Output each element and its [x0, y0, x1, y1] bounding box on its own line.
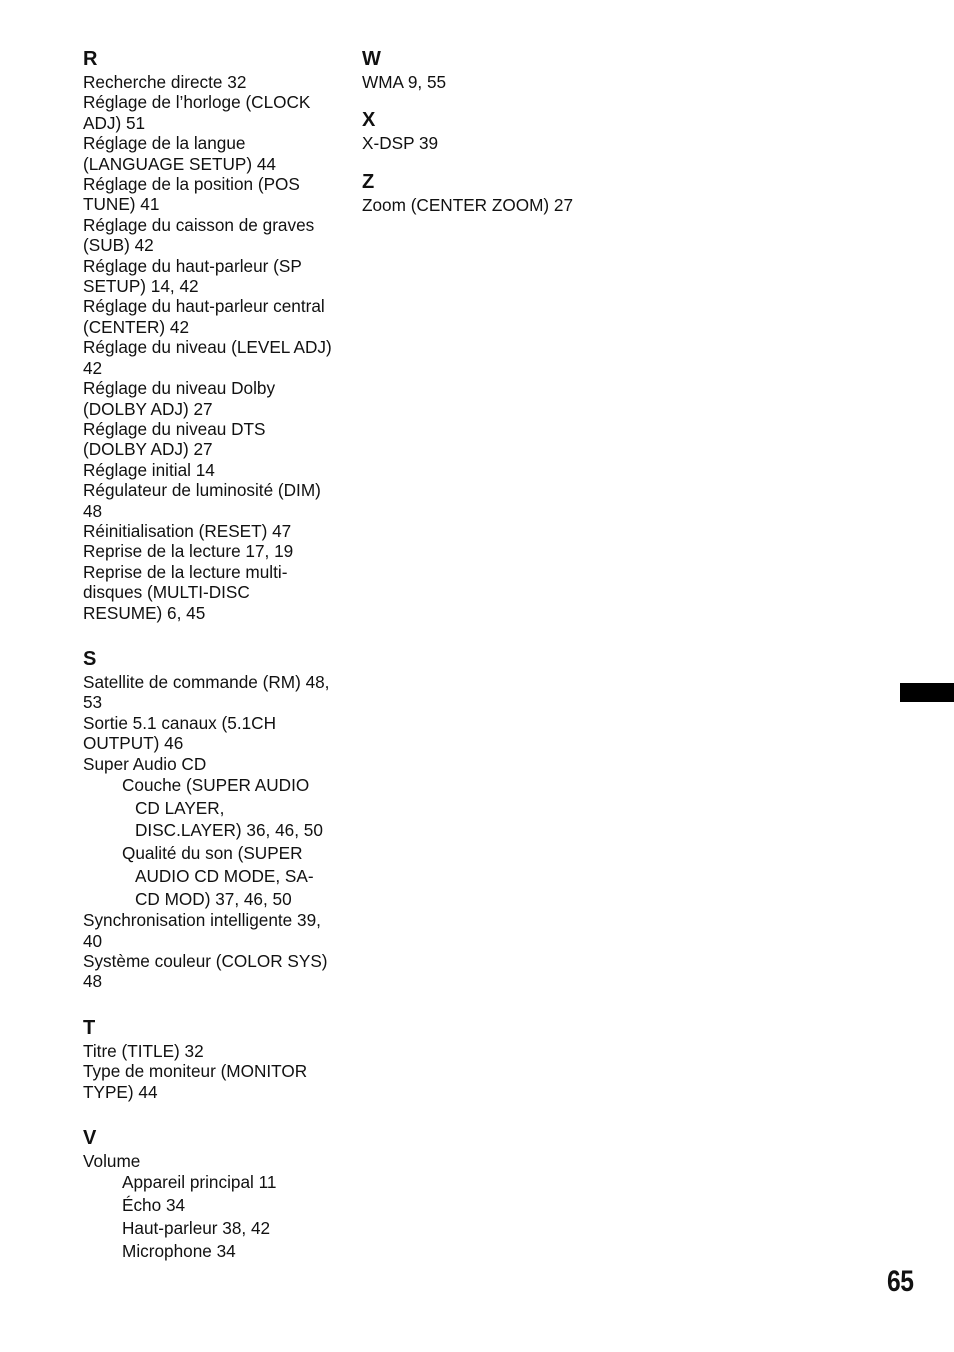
index-entry: Sortie 5.1 canaux (5.1CH OUTPUT) 46 — [83, 712, 276, 754]
index-subentry: Appareil principal 11 — [122, 1172, 277, 1193]
index-entry: Reprise de la lecture multi-disques (MULTI-DISC RESUME) 6, 45 — [83, 561, 288, 623]
section-letter: Z — [362, 170, 375, 193]
index-subentry: Couche (SUPER AUDIO CD LAYER, DISC.LAYER) 36, 46, 50 — [122, 775, 323, 841]
index-entry: Régulateur de luminosité (DIM) 48 — [83, 480, 321, 521]
section-letter: S — [83, 647, 97, 670]
index-entry: Réglage de la langue (LANGUAGE SETUP) 44 — [83, 133, 276, 174]
index-section-r — [83, 44, 333, 623]
section-letter: W — [362, 48, 381, 70]
index-subentry: Qualité du son (SUPER AUDIO CD MODE, SA-CD MOD) 37, 46, 50 — [122, 843, 314, 909]
section-letter: R — [83, 48, 98, 70]
index-entry: Réglage initial 14 — [83, 459, 215, 480]
index-entry: X-DSP 39 — [362, 133, 439, 154]
index-entry: Satellite de commande (RM) 48, 53 — [83, 671, 330, 713]
chapter-tab-marker — [900, 683, 954, 702]
index-entry: Recherche directe 32 — [83, 72, 247, 92]
index-entry: WMA 9, 55 — [362, 72, 447, 92]
index-entry: Réglage de la position (POS TUNE) 41 — [83, 174, 300, 215]
index-entry: Réglage du niveau (LEVEL ADJ) 42 — [83, 337, 332, 378]
section-letter: X — [362, 109, 376, 132]
index-entry: Réglage du caisson de graves (SUB) 42 — [83, 214, 315, 256]
index-subentry: Haut-parleur 38, 42 — [122, 1217, 271, 1238]
index-entry: Zoom (CENTER ZOOM) 27 — [362, 194, 574, 215]
index-entry: Réglage de l’horloge (CLOCK ADJ) 51 — [83, 92, 311, 133]
index-entry: Réglage du haut-parleur central (CENTER) 42 — [83, 296, 325, 337]
index-column-right — [362, 44, 622, 228]
index-column-left — [83, 44, 333, 1283]
index-entry: Système couleur (COLOR SYS) 48 — [83, 951, 328, 992]
index-entry: Réglage du niveau Dolby (DOLBY ADJ) 27 — [83, 378, 276, 419]
index-section-t — [83, 1013, 333, 1102]
index-section-w — [362, 44, 622, 92]
index-subentry: Microphone 34 — [122, 1240, 236, 1261]
index-section-x — [362, 105, 622, 153]
index-entry: Réglage du haut-parleur (SP SETUP) 14, 42 — [83, 255, 302, 297]
index-entry: Volume — [83, 1151, 141, 1172]
section-letter: V — [83, 1127, 97, 1150]
index-entry: Titre (TITLE) 32 — [83, 1040, 204, 1061]
index-section-z — [362, 167, 622, 215]
index-subentry: Écho 34 — [122, 1195, 186, 1216]
index-entry: Réglage du niveau DTS (DOLBY ADJ) 27 — [83, 418, 266, 460]
index-section-v — [83, 1123, 333, 1262]
index-section-s — [83, 644, 333, 992]
index-entry: Type de moniteur (MONITOR TYPE) 44 — [83, 1061, 308, 1102]
page-number: 65 — [887, 1265, 914, 1298]
index-entry: Synchronisation intelligente 39, 40 — [83, 910, 321, 951]
index-entry: Super Audio CD — [83, 753, 207, 774]
index-entry: Réinitialisation (RESET) 47 — [83, 520, 292, 541]
section-letter: T — [83, 1016, 96, 1039]
index-entry: Reprise de la lecture 17, 19 — [83, 541, 294, 562]
